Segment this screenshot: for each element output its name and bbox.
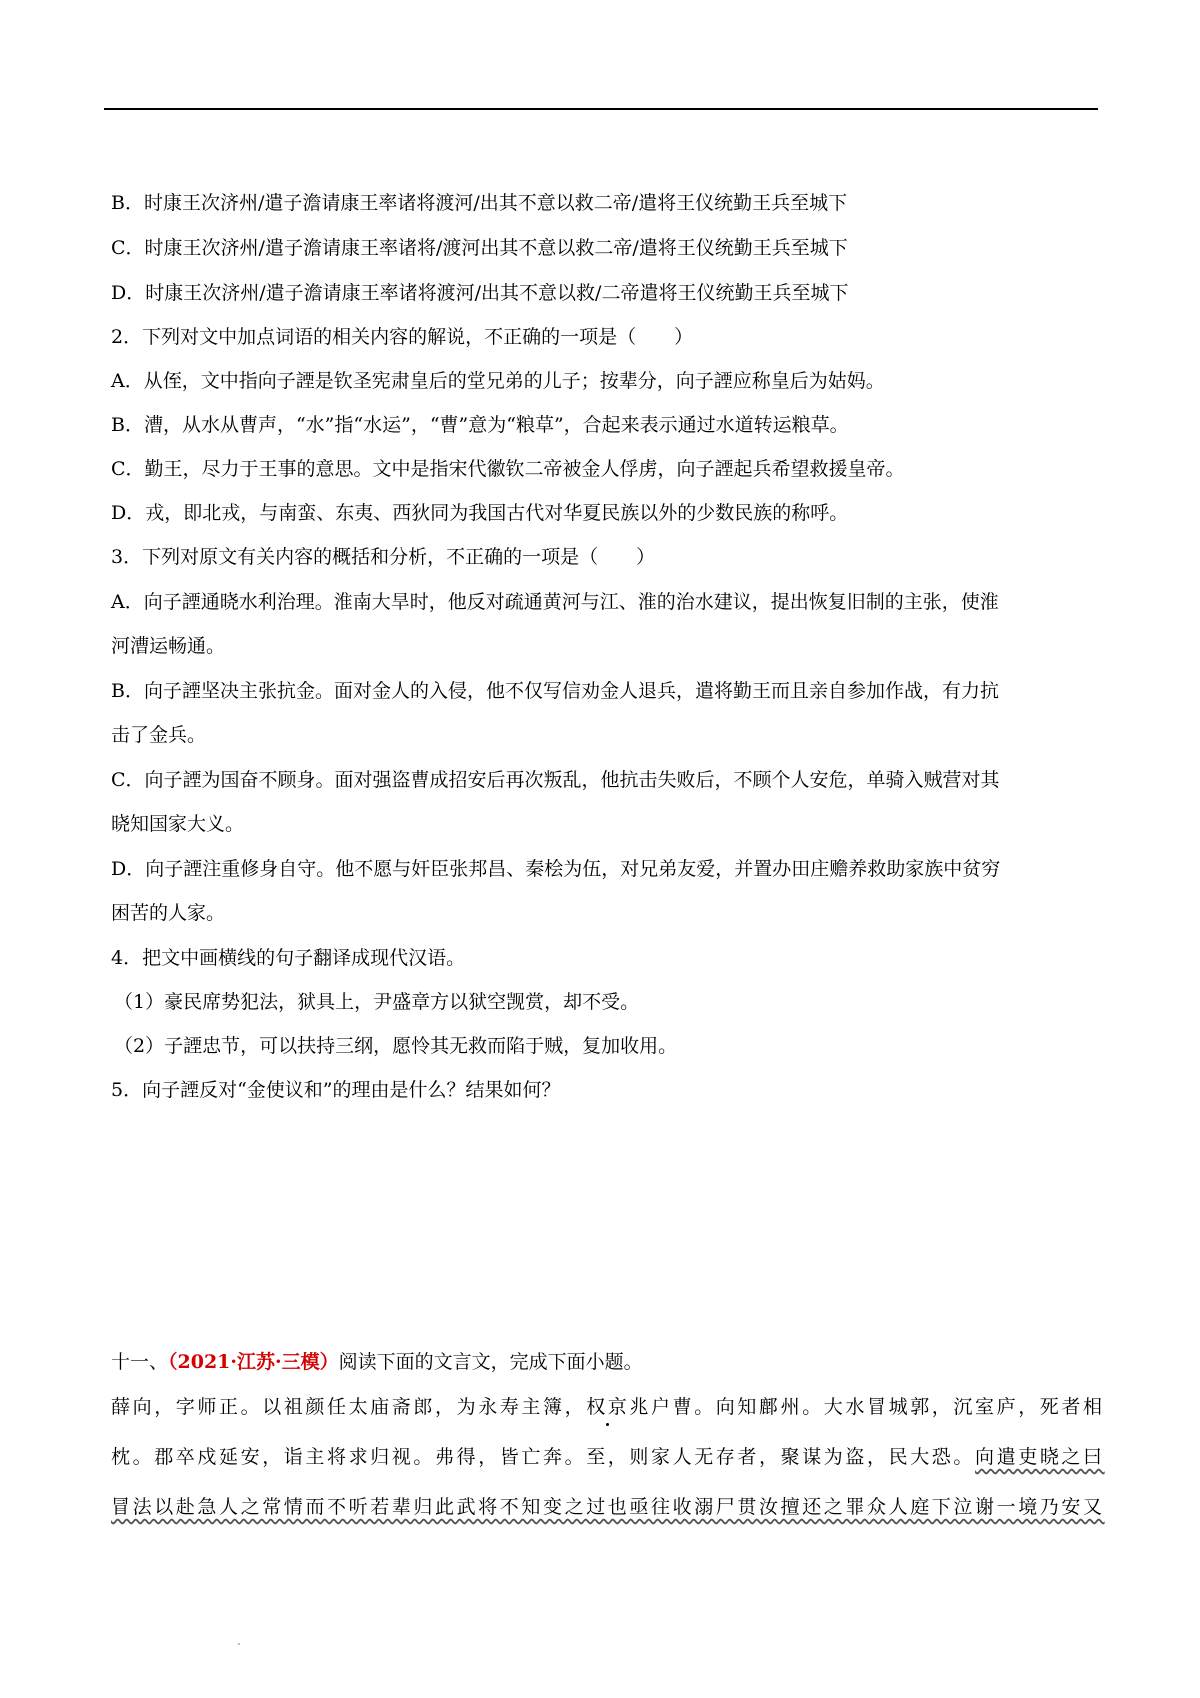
question-3-option-b-line-2: 击了金兵。 [111,724,207,746]
question-2-stem: 2．下列对文中加点词语的相关内容的解说，不正确的一项是（ ） [111,326,694,348]
question-3-option-b-line-1: B．向子諲坚决主张抗金。面对金人的入侵，他不仅写信劝金人退兵，遣将勤王而且亲自参加作战，有力抗 [111,680,999,702]
question-2-option-b: B．漕，从水从曹声，“水”指“水运”，“曹”意为“粮草”，合起来表示通过水道转运粮草。 [111,414,849,436]
option-c-punctuation: C．时康王次济州/遣子澹请康王率诸将/渡河出其不意以救二帝/遣将王仪统勤王兵至城下 [111,237,848,259]
question-3-option-d-line-1: D．向子諲注重修身自守。他不愿与奸臣张邦昌、秦桧为伍，对兄弟友爱，并置办田庄赡养救助家族中贫穷 [111,858,1001,880]
stray-mark [238,1643,240,1645]
question-2-option-a: A．从侄，文中指向子諲是钦圣宪肃皇后的堂兄弟的儿子；按辈分，向子諲应称皇后为姑妈。 [111,370,885,392]
question-4-item-1: （1）豪民席势犯法，狱具上，尹盛章方以狱空觊赏，却不受。 [114,991,640,1013]
question-3-option-a-line-2: 河漕运畅通。 [111,635,226,657]
question-4-item-2: （2）子諲忠节，可以扶持三纲，愿怜其无救而陷于贼，复加收用。 [114,1035,678,1057]
option-b-punctuation: B．时康王次济州/遣子澹请康王率诸将渡河/出其不意以救二帝/遣将王仪统勤王兵至城下 [111,192,848,214]
section-instruction: 阅读下面的文言文，完成下面小题。 [338,1351,643,1373]
underlined-sentence: 向遣吏晓之曰 [975,1446,1105,1468]
underlined-sentence: 冒法以赴急人之常情而不听若辈归此武将不知变之过也亟往收溺尸贯汝擅还之罪众人庭下泣谢一境乃安又 [111,1496,1105,1518]
question-5-stem: 5．向子諲反对“金使议和”的理由是什么？结果如何？ [111,1079,561,1101]
option-d-punctuation: D．时康王次济州/遣子澹请康王率诸将渡河/出其不意以救/二帝遣将王仪统勤王兵至城下 [111,282,849,304]
section-number: 十一、 [111,1351,169,1373]
header-rule [104,108,1098,110]
question-3-option-c-line-2: 晓知国家大义。 [111,813,245,835]
question-3-option-c-line-1: C．向子諲为国奋不顾身。面对强盗曹成招安后再次叛乱，他抗击失败后，不顾个人安危，单骑入贼营对其 [111,769,1000,791]
question-4-stem: 4．把文中画横线的句子翻译成现代汉语。 [111,947,466,969]
section-source: （2021·江苏·三模） [168,1351,339,1373]
passage-line-1 [111,1394,1105,1420]
section-heading [111,1349,643,1375]
passage-text: 兆户曹。向知鄜州。大水冒城郭，沉室庐，死者相 [629,1396,1105,1418]
passage-text: 薛向，字师正。以祖颜任太庙斋郎，为永寿主簿， [111,1396,587,1418]
question-2-option-c: C．勤王，尽力于王事的意思。文中是指宋代徽钦二帝被金人俘虏，向子諲起兵希望救援皇帝。 [111,458,905,480]
passage-line-2 [111,1444,1105,1470]
passage-text: 枕。郡卒戍延安，诣主将求归视。弗得，皆亡奔。至，则家人无存者，聚谋为盗，民大恐。 [111,1446,976,1468]
question-3-stem: 3．下列对原文有关内容的概括和分析，不正确的一项是（ ） [111,546,656,568]
question-3-option-d-line-2: 困苦的人家。 [111,902,226,924]
dotted-emphasis: 权京 [586,1396,630,1418]
question-3-option-a-line-1: A．向子諲通晓水利治理。淮南大旱时，他反对疏通黄河与江、淮的治水建议，提出恢复旧制的主张，使淮 [111,591,999,613]
passage-line-3 [111,1494,1105,1520]
question-2-option-d: D．戎，即北戎，与南蛮、东夷、西狄同为我国古代对华夏民族以外的少数民族的称呼。 [111,502,849,524]
